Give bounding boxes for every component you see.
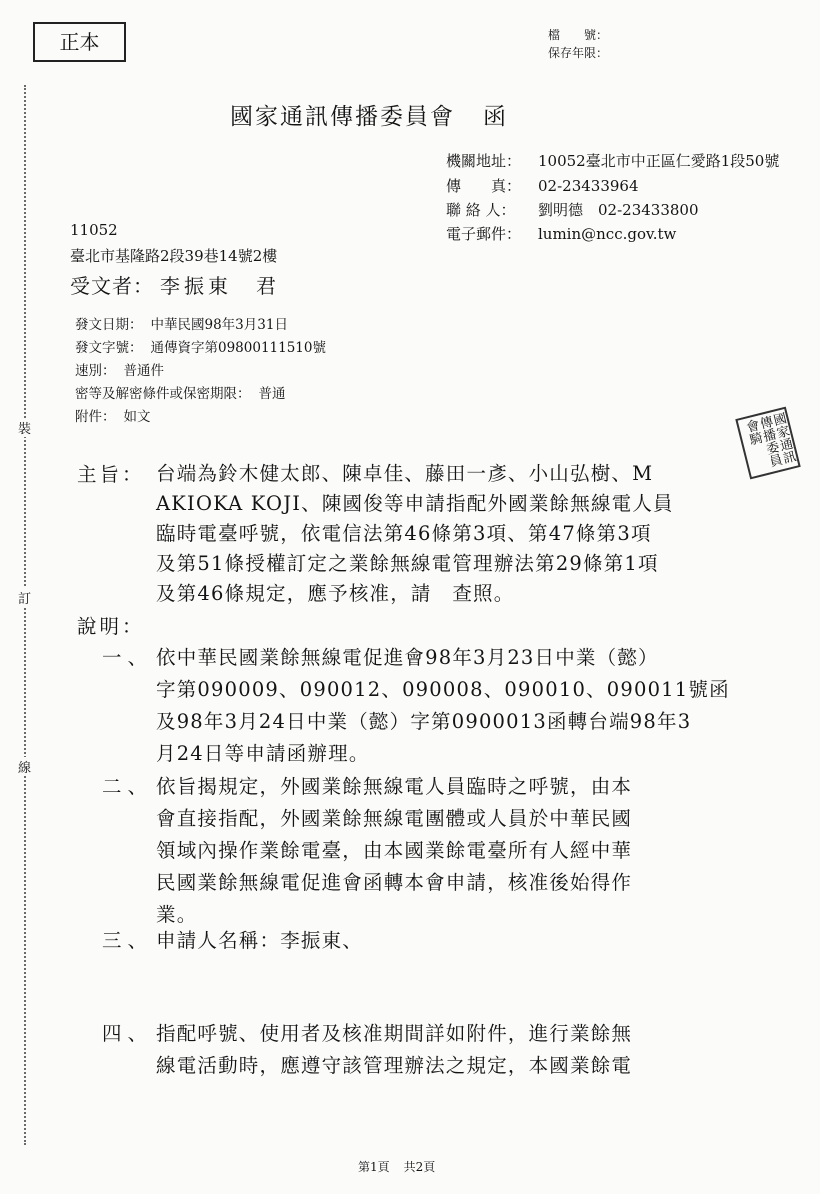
item-number: 三、 bbox=[102, 929, 154, 952]
subject-line: AKIOKA KOJI、陳國俊等申請指配外國業餘無線電人員 bbox=[156, 492, 674, 515]
recipient-street-address: 臺北市基隆路2段39巷14號2樓 bbox=[70, 247, 278, 265]
subject-line: 台端為鈴木健太郎、陳卓佳、藤田一彥、小山弘樹、M bbox=[156, 462, 654, 485]
item-2-line: 業。 bbox=[156, 903, 198, 926]
contact-person: 聯 絡 人： 劉明德 02-23433800 bbox=[446, 201, 699, 219]
binding-mark-zhuang: 裝 bbox=[18, 418, 31, 437]
recipient-label: 受文者： bbox=[70, 274, 154, 298]
item-1-line: 及98年3月24日中業（懿）字第0900013函轉台端98年3 bbox=[156, 710, 692, 733]
item-4-line: 指配呼號、使用者及核准期間詳如附件，進行業餘無 bbox=[156, 1022, 633, 1045]
item-number: 一、 bbox=[102, 646, 154, 669]
recipient-line bbox=[70, 270, 280, 299]
item-2-line: 領域內操作業餘電臺，由本國業餘電臺所有人經中華 bbox=[156, 839, 633, 862]
recipient-postal-code: 11052 bbox=[70, 221, 118, 239]
subject-label: 主旨： bbox=[77, 463, 145, 486]
binding-mark-ding: 訂 bbox=[18, 588, 31, 607]
item-number: 四、 bbox=[102, 1022, 154, 1045]
item-3-line: 申請人名稱：李振東、 bbox=[156, 929, 364, 952]
binding-mark-xian: 線 bbox=[18, 757, 31, 776]
item-4-line: 線電活動時，應遵守該管理辦法之規定，本國業餘電 bbox=[156, 1054, 633, 1077]
subject-line: 及第46條規定，應予核准，請 查照。 bbox=[156, 582, 515, 605]
recipient-name: 李振東 君 bbox=[160, 274, 280, 298]
contact-fax: 傳 真： 02-23433964 bbox=[446, 177, 639, 195]
attachments: 附件： 如文 bbox=[75, 409, 151, 425]
contact-email: 電子郵件： lumin@ncc.gov.tw bbox=[446, 225, 677, 243]
item-1-line: 字第090009、090012、090008、090010、090011號函 bbox=[156, 678, 730, 701]
explanation-label: 說明： bbox=[77, 615, 145, 638]
agency-seal: 國家通訊傳播委員會騎 bbox=[735, 407, 800, 480]
original-copy-stamp: 正本 bbox=[33, 22, 126, 62]
item-2-line: 依旨揭規定，外國業餘無線電人員臨時之呼號，由本 bbox=[156, 775, 633, 798]
subject-line: 臨時電臺呼號，依電信法第46條第3項、第47條第3項 bbox=[156, 522, 652, 545]
document-title bbox=[230, 98, 508, 131]
item-2-line: 會直接指配，外國業餘無線電團體或人員於中華民國 bbox=[156, 807, 633, 830]
page-footer bbox=[358, 1158, 435, 1175]
urgency: 速別： 普通件 bbox=[75, 363, 164, 379]
document-number: 發文字號： 通傳資字第09800111510號 bbox=[75, 340, 326, 356]
page-number: 第1頁 bbox=[358, 1160, 390, 1174]
item-number: 二、 bbox=[102, 775, 154, 798]
file-number-label: 檔 號： bbox=[548, 28, 609, 42]
item-2-line: 民國業餘無線電促進會函轉本會申請，核准後始得作 bbox=[156, 871, 633, 894]
binding-line bbox=[24, 85, 26, 1145]
issue-date: 發文日期： 中華民國98年3月31日 bbox=[75, 317, 288, 333]
agency-name: 國家通訊傳播委員會 bbox=[230, 104, 455, 130]
item-1-line: 依中華民國業餘無線電促進會98年3月23日中業（懿） bbox=[156, 646, 659, 669]
page-total: 共2頁 bbox=[403, 1160, 436, 1174]
contact-address: 機關地址： 10052臺北市中正區仁愛路1段50號 bbox=[446, 152, 780, 170]
retention-period-label: 保存年限： bbox=[548, 46, 609, 60]
document-type: 函 bbox=[483, 104, 508, 130]
item-1-line: 月24日等申請函辦理。 bbox=[156, 742, 370, 765]
subject-line: 及第51條授權訂定之業餘無線電管理辦法第29條第1項 bbox=[156, 552, 659, 575]
classification: 密等及解密條件或保密期限： 普通 bbox=[75, 386, 286, 402]
